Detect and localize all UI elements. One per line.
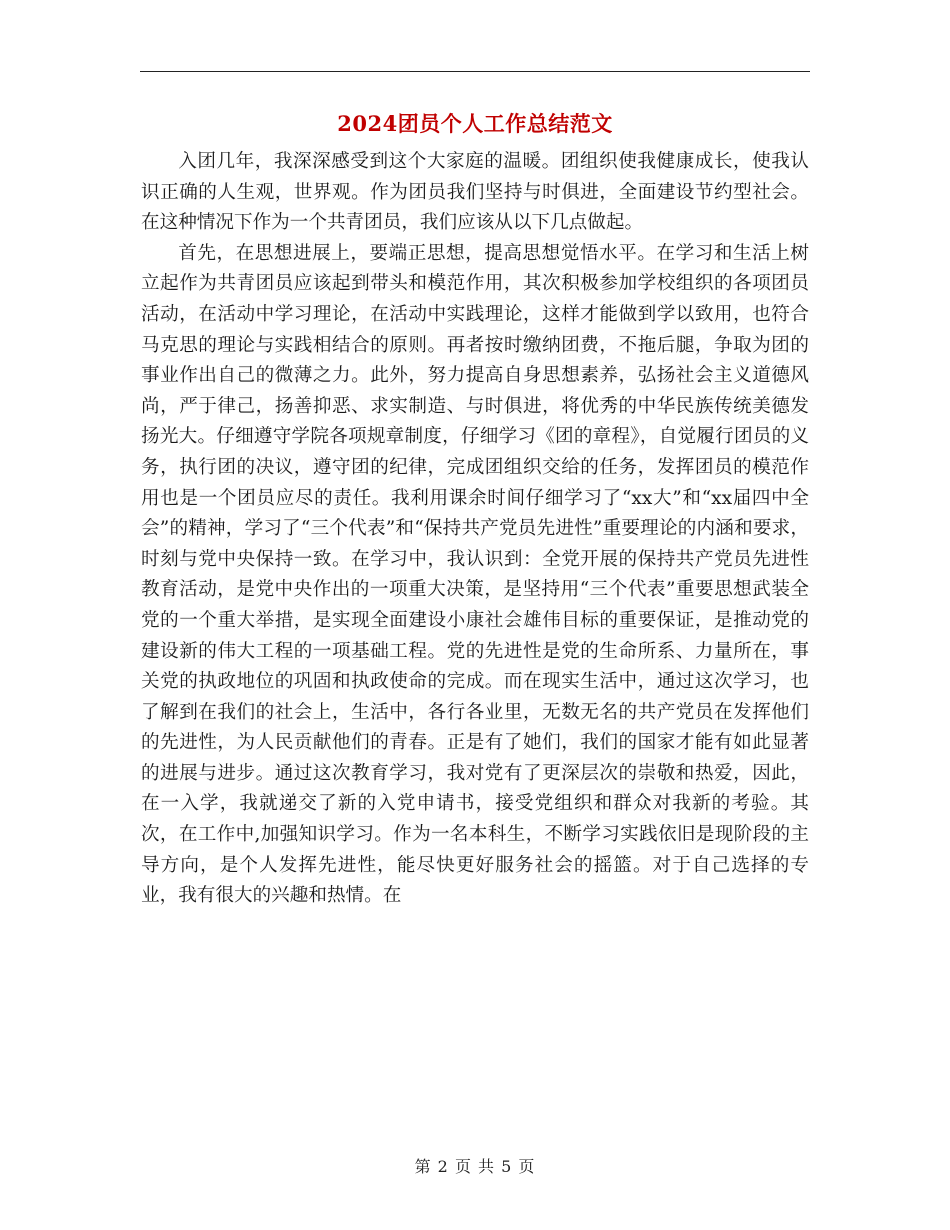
paragraph-intro: 入团几年，我深深感受到这个大家庭的温暖。团组织使我健康成长，使我认识正确的人生观，世界观。作为团员我们坚持与时俱进，全面建设节约型社会。在这种情况下作为一个共青团员，我们应该从以下几点做起。 [141, 151, 809, 234]
page-number: 第 2 页 共 5 页 [414, 1157, 536, 1176]
document-title: 2024团员个人工作总结范文 [337, 111, 613, 136]
paragraph-main: 首先，在思想进展上，要端正思想，提高思想觉悟水平。在学习和生活上树立起作为共青团员应该起到带头和模范作用，其次积极参加学校组织的各项团员活动，在活动中学习理论，在活动中实践理论，这样才能做到学以致用，也符合马克思的理论与实践相结合的原则。再者按时缴纳团费，不拖后腿，争取为团的事业作出自己的微薄之力。此外，努力提高自身思想素养，弘扬社会主义道德风尚，严于律己，扬善抑恶、求实制造、与时俱进，将优秀的中华民族传统美德发扬光大。仔细遵守学院各项规章制度，仔细学习《团的章程》，自觉履行团员的义务，执行团的决议，遵守团的纪律，完成团组织交给的任务，发挥团员的模范作用也是一个团员应尽的责任。我利用课余时间仔细学习了“xx大”和“xx届四中全会”的精神，学习了“三个代表”和“保持共产党员先进性”重要理论的内涵和要求，时刻与党中央保持一致。在学习中，我认识到：全党开展的保持共产党员先进性教育活动，是党中央作出的一项重大决策，是坚持用“三个代表”重要思想武装全党的一个重大举措，是实现全面建设小康社会雄伟目标的重要保证，是推动党的建设新的伟大工程的一项基础工程。党的先进性是党的生命所系、力量所在，事关党的执政地位的巩固和执政使命的完成。而在现实生活中，通过这次学习，也了解到在我们的社会上，生活中，各行各业里，无数无名的共产党员在发挥他们的先进性，为人民贡献他们的青春。正是有了她们，我们的国家才能有如此显著的进展与进步。通过这次教育学习，我对党有了更深层次的崇敬和热爱，因此，在一入学，我就递交了新的入党申请书，接受党组织和群众对我新的考验。其次，在工作中,加强知识学习。作为一名本科生，不断学习实践依旧是现阶段的主导方向，是个人发挥先进性，能尽快更好服务社会的摇篮。对于自己选择的专业，我有很大的兴趣和热情。在 [141, 242, 809, 907]
header-rule [140, 71, 810, 72]
document-body [141, 147, 809, 912]
